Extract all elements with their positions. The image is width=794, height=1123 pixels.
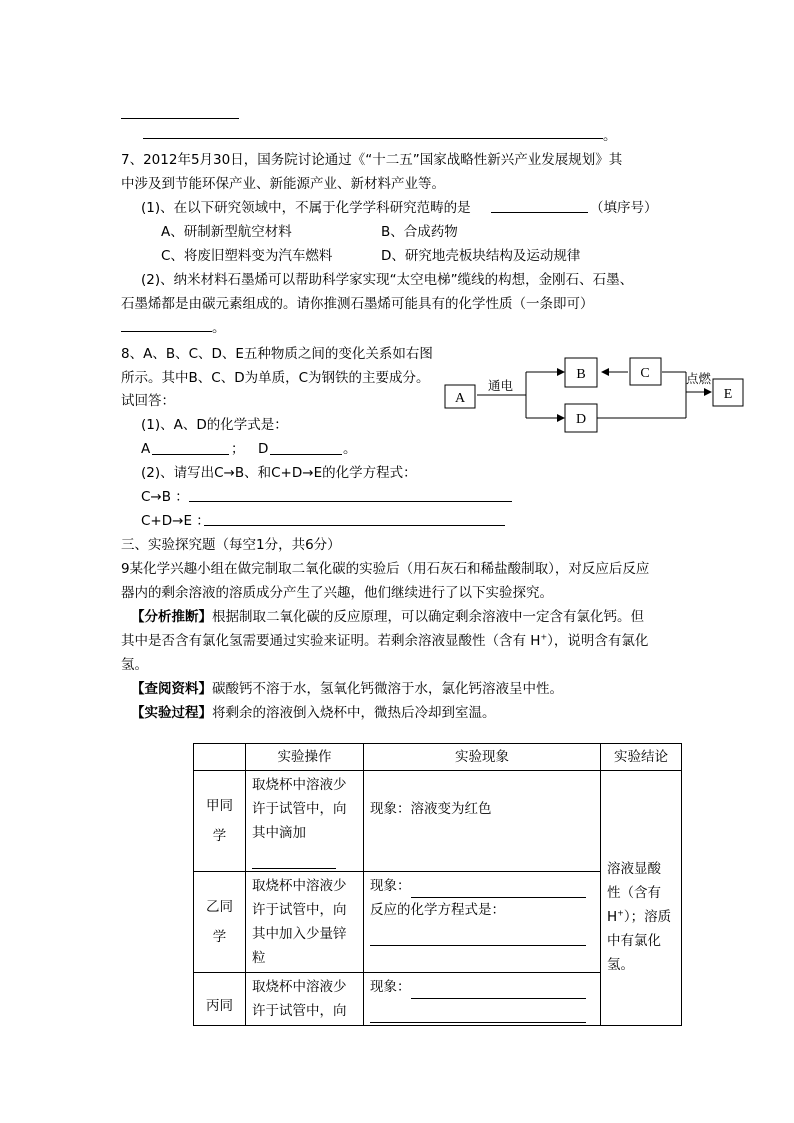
q8-line2: 所示。其中B、C、D为单质，C为钢铁的主要成分。 <box>121 370 430 386</box>
analysis-line1 <box>131 607 644 627</box>
node-e: E <box>723 387 733 402</box>
op-yi <box>246 872 364 973</box>
op-bing <box>246 973 364 1026</box>
q8-cde-label: C+D→E ： <box>141 513 210 529</box>
header-phenomenon: 实验现象 <box>364 744 601 771</box>
reference-label: 【查阅资料】 <box>131 681 212 697</box>
reference-text: 碳酸钙不溶于水，氢氧化钙微溶于水，氯化钙溶液呈中性。 <box>212 681 563 697</box>
phen-yi-label: 现象： <box>370 878 411 894</box>
op-yi-1: 取烧杯中溶液少 <box>252 878 347 894</box>
node-b: B <box>576 367 586 382</box>
q8-a-label: A <box>141 441 151 457</box>
q7-sub2-line1: (2)、纳米材料石墨烯可以帮助科学家实现“太空电梯”缆线的构想，金刚石、石墨、 <box>141 272 634 288</box>
q7-sub2-end: 。 <box>212 320 226 336</box>
conclusion-l3 <box>607 905 677 929</box>
conclusion-l3-post: ）；溶质 <box>623 909 672 925</box>
analysis-text-2b: ），说明含有氯化 <box>547 633 649 649</box>
label-ignite: 点燃 <box>686 371 712 386</box>
analysis-h-sup: + <box>540 632 548 642</box>
op-jia <box>246 771 364 872</box>
op-yi-4: 粒 <box>252 950 266 966</box>
conclusion-l4: 中有氯化 <box>607 933 661 949</box>
conclusion-h-sup: + <box>617 908 624 918</box>
q7-sub1-hint: （填序号） <box>590 200 658 216</box>
student-yi-line1: 乙同 <box>206 899 233 915</box>
student-jia <box>194 771 246 872</box>
q9-line1: 9某化学兴趣小组在做完制取二氧化碳的实验后（用石灰石和稀盐酸制取），对反应后反应 <box>121 561 650 577</box>
phen-yi-equation-blank[interactable] <box>370 931 586 946</box>
student-jia-line1: 甲同 <box>206 798 233 814</box>
op-jia-2: 许于试管中，向 <box>252 801 347 817</box>
phen-bing-blank[interactable] <box>411 984 586 999</box>
op-jia-3: 其中滴加 <box>252 825 306 841</box>
answer-blank-top-short[interactable] <box>121 118 239 119</box>
q8-cb-label: C→B ： <box>141 489 189 505</box>
q8-line1: 8、A、B、C、D、E五种物质之间的变化关系如右图 <box>121 346 433 362</box>
q8-line3: 试回答： <box>121 393 175 409</box>
q7-sub2-line2: 石墨烯都是由碳元素组成的。请你推测石墨烯可能具有的化学性质（一条即可） <box>121 296 594 312</box>
q8-d-answer-blank[interactable] <box>270 454 342 455</box>
q7-intro-line1: 7、2012年5月30日，国务院讨论通过《“十二五”国家战略性新兴产业发展规划》其 <box>121 152 623 168</box>
q7-option-a: A、研制新型航空材料 <box>161 224 292 240</box>
analysis-line2 <box>121 631 648 651</box>
op-bing-1: 取烧杯中溶液少 <box>252 979 347 995</box>
analysis-text-2: 其中是否含有氯化氢需要通过实验来证明。若剩余溶液显酸性（含有 H <box>121 633 541 649</box>
process-line <box>131 703 496 723</box>
phen-bing-label: 现象： <box>370 979 411 995</box>
q7-option-d: D、研究地壳板块结构及运动规律 <box>381 248 581 264</box>
op-jia-reagent-blank[interactable] <box>252 854 336 869</box>
q7-option-c: C、将废旧塑料变为汽车燃料 <box>161 248 333 264</box>
phen-jia <box>364 771 601 872</box>
student-yi-line2: 学 <box>212 929 227 945</box>
conclusion-h: H <box>607 909 618 925</box>
process-text: 将剩余的溶液倒入烧杯中，微热后冷却到室温。 <box>212 705 496 721</box>
header-empty <box>194 744 246 771</box>
section3-heading: 三、实验探究题（每空1分，共6分） <box>121 537 341 553</box>
conclusion-l1: 溶液显酸 <box>607 861 661 877</box>
process-label: 【实验过程】 <box>131 705 212 721</box>
answer-blank-top-long[interactable] <box>143 138 603 139</box>
q8-a-sep: ； <box>231 441 245 457</box>
header-conclusion: 实验结论 <box>601 744 682 771</box>
phen-yi-blank[interactable] <box>411 883 586 898</box>
op-yi-3: 其中加入少量锌 <box>252 926 347 942</box>
analysis-line3: 氢。 <box>121 657 148 673</box>
conclusion-l5: 氢。 <box>607 957 634 973</box>
q8-cb-equation-blank[interactable] <box>189 501 512 502</box>
reference-line <box>131 679 563 699</box>
student-bing <box>194 973 246 1026</box>
op-jia-1: 取烧杯中溶液少 <box>252 777 347 793</box>
phen-jia-text: 现象：溶液变为红色 <box>370 801 492 817</box>
q8-a-answer-blank[interactable] <box>152 454 229 455</box>
top-blank-end: 。 <box>603 128 617 144</box>
q8-d-end: 。 <box>343 441 357 457</box>
q7-sub2-answer-blank[interactable] <box>121 331 212 332</box>
label-electrolysis: 通电 <box>488 378 514 393</box>
header-operation: 实验操作 <box>246 744 364 771</box>
conclusion-cell <box>601 771 682 1026</box>
analysis-label: 【分析推断】 <box>131 609 212 625</box>
q8-sub1: (1)、A、D的化学式是： <box>141 417 288 433</box>
op-yi-2: 许于试管中，向 <box>252 902 347 918</box>
q8-cde-equation-blank[interactable] <box>204 525 505 526</box>
q8-sub2: (2)、请写出C→B、和C+D→E的化学方程式： <box>141 465 417 481</box>
q7-sub1-answer-blank[interactable] <box>491 212 588 213</box>
op-bing-2: 许于试管中，向 <box>252 1003 347 1019</box>
table-row-jia <box>194 771 682 872</box>
phen-yi <box>364 872 601 973</box>
student-jia-line2: 学 <box>212 828 227 844</box>
phen-bing-blank-2[interactable] <box>370 1008 586 1023</box>
phen-bing <box>364 973 601 1026</box>
student-yi <box>194 872 246 973</box>
student-bing-line1: 丙同 <box>206 998 233 1014</box>
experiment-table <box>193 743 682 1026</box>
node-c: C <box>640 366 650 381</box>
q7-option-b: B、合成药物 <box>381 224 458 240</box>
node-d: D <box>575 412 587 427</box>
conclusion-l2: 性（含有 <box>607 885 661 901</box>
node-a: A <box>454 391 466 406</box>
q9-line2: 器内的剩余溶液的溶质成分产生了兴趣，他们继续进行了以下实验探究。 <box>121 585 553 601</box>
reaction-diagram <box>440 350 750 436</box>
phen-yi-equation-label: 反应的化学方程式是： <box>370 902 505 918</box>
table-header-row <box>194 744 682 771</box>
q7-intro-line2: 中涉及到节能环保产业、新能源产业、新材料产业等。 <box>121 176 445 192</box>
analysis-text-1: 根据制取二氧化碳的反应原理，可以确定剩余溶液中一定含有氯化钙。但 <box>212 609 644 625</box>
q8-d-label: D <box>258 441 269 457</box>
q7-sub1-prompt: (1)、在以下研究领域中，不属于化学学科研究范畴的是 <box>141 200 471 216</box>
